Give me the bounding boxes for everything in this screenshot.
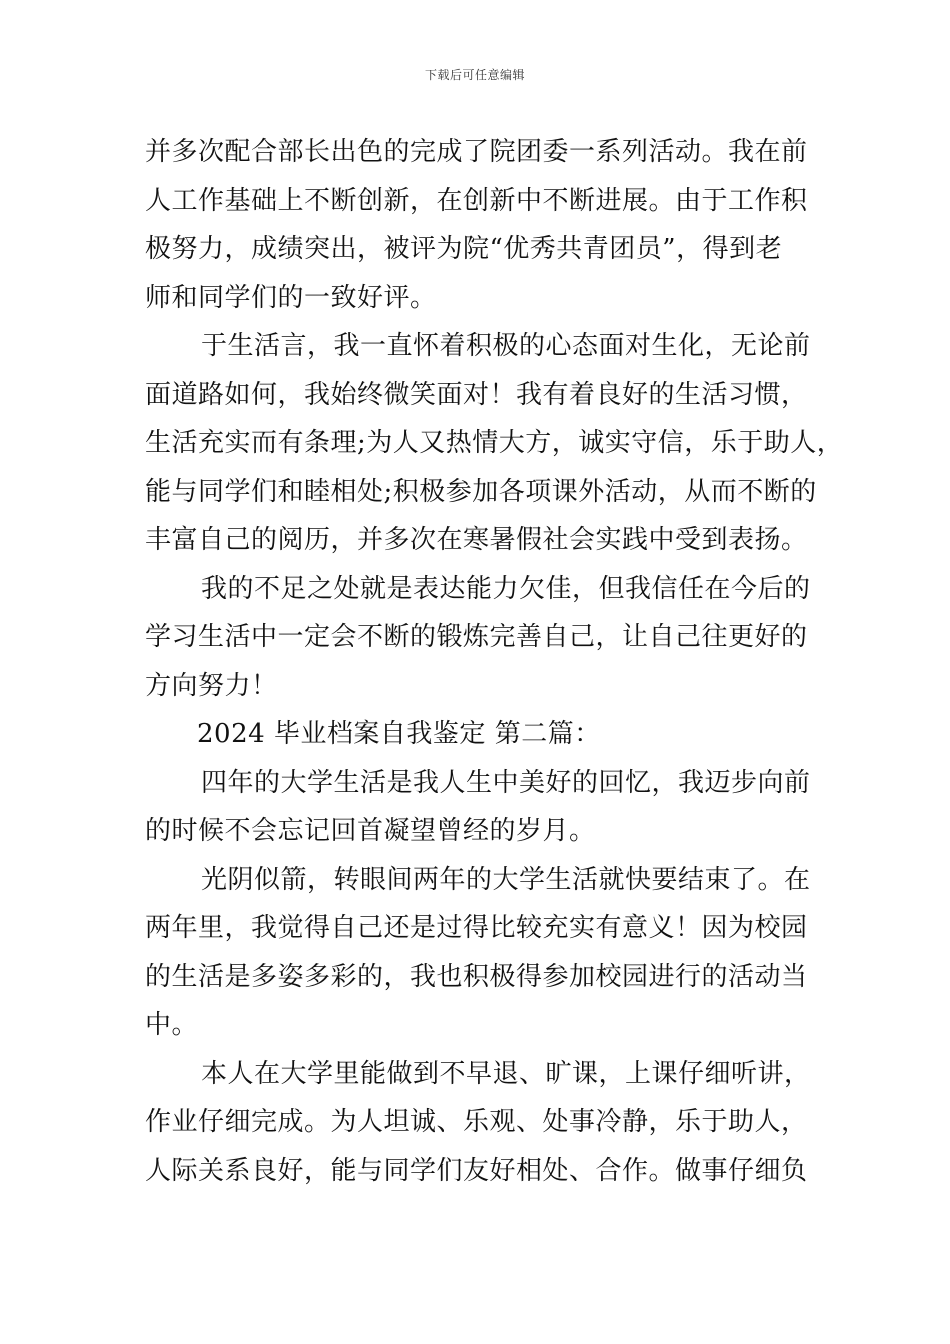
document-body: [145, 128, 844, 1195]
text-line: 面道路如何，我始终微笑面对！我有着良好的生活习惯，: [145, 379, 808, 410]
text-line: 人际关系良好，能与同学们友好相处、合作。做事仔细负: [145, 1155, 808, 1186]
text-line: 两年里，我觉得自己还是过得比较充实有意义！因为校园: [145, 913, 808, 943]
text-line: 的生活是多姿多彩的，我也积极得参加校园进行的活动当: [145, 961, 808, 992]
text-line: 能与同学们和睦相处;积极参加各项课外活动，从而不断的: [145, 476, 817, 507]
page-header: 下载后可任意编辑: [424, 68, 525, 82]
text-line: 本人在大学里能做到不早退、旷课，上课仔细听讲，: [201, 1058, 811, 1089]
text-line: 学习生活中一定会不断的锻炼完善自己，让自己往更好的: [145, 622, 808, 652]
text-line: 极努力，成绩突出，被评为院“优秀共青团员”，得到老: [145, 234, 783, 264]
text-line: 并多次配合部长出色的完成了院团委一系列活动。我在前: [145, 137, 808, 167]
text-line: 中。: [145, 1010, 199, 1040]
text-line: 方向努力！: [145, 670, 278, 701]
text-line: 生活充实而有条理;为人又热情大方，诚实守信，乐于助人，: [145, 428, 844, 458]
text-line: 四年的大学生活是我人生中美好的回忆，我迈步向前: [201, 767, 811, 798]
section-heading: 2024 毕业档案自我鉴定 第二篇：: [197, 719, 601, 749]
text-line: 作业仔细完成。为人坦诚、乐观、处事冷静，乐于助人，: [145, 1107, 808, 1137]
text-line: 的时候不会忘记回首凝望曾经的岁月。: [145, 816, 596, 846]
text-line: 于生活言，我一直怀着积极的心态面对生化，无论前: [201, 331, 811, 361]
text-line: 师和同学们的一致好评。: [145, 282, 437, 313]
text-line: 我的不足之处就是表达能力欠佳，但我信任在今后的: [201, 573, 811, 604]
text-line: 丰富自己的阅历，并多次在寒暑假社会实践中受到表扬。: [145, 525, 808, 555]
text-line: 光阴似箭，转眼间两年的大学生活就快要结束了。在: [201, 864, 811, 895]
text-line: 人工作基础上不断创新，在创新中不断进展。由于工作积: [145, 185, 808, 216]
